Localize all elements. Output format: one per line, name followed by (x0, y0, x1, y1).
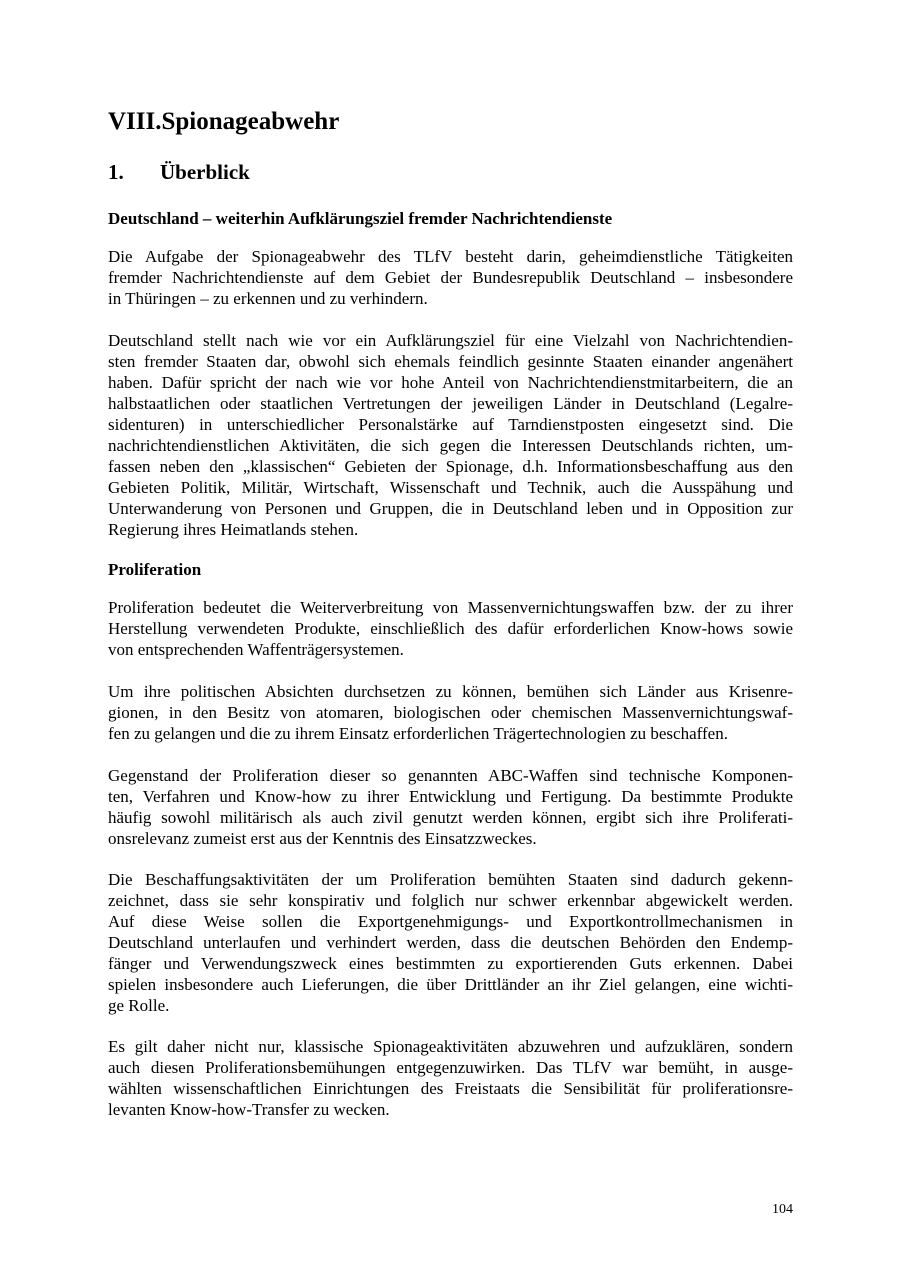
paragraph-line: halbstaatlichen oder staatlichen Vertretungen der jeweiligen Länder in Deutschland (Legalre- (108, 394, 793, 413)
paragraph (108, 681, 793, 744)
section-title (108, 158, 250, 186)
paragraph-line: nachrichtendienstlichen Aktivitäten, die sich gegen die Interessen Deutschlands richten, um- (108, 436, 793, 455)
paragraph-line: ge Rolle. (108, 996, 170, 1015)
paragraph-line: onsrelevanz zumeist erst aus der Kenntnis des Einsatzzweckes. (108, 829, 537, 848)
section-title-text: Überblick (160, 160, 250, 184)
paragraph-line: Auf diese Weise sollen die Exportgenehmigungs- und Exportkontrollmechanismen in (108, 912, 793, 931)
paragraph-line: Die Aufgabe der Spionageabwehr des TLfV besteht darin, geheimdienstliche Tätigkeiten (108, 247, 793, 266)
chapter-number: VIII. (108, 108, 162, 135)
chapter-title (108, 106, 339, 138)
page-number: 104 (772, 1202, 793, 1217)
paragraph-line: spielen insbesondere auch Lieferungen, die über Drittländer an ihr Ziel gelangen, eine wichti- (108, 975, 793, 994)
paragraph-line: wählten wissenschaftlichen Einrichtungen des Freistaats die Sensibilität für proliferationsre- (108, 1079, 793, 1098)
subheading-proliferation: Proliferation (108, 560, 202, 579)
paragraph-line: haben. Dafür spricht der nach wie vor hohe Anteil von Nachrichtendienstmitarbeitern, die an (108, 373, 793, 392)
paragraph-line: ten, Verfahren und Know-how zu ihrer Entwicklung und Fertigung. Da bestimmte Produkte (108, 787, 793, 806)
paragraph-line: sidenturen) in unterschiedlicher Personalstärke auf Tarndienstposten eingesetzt sind. Die (108, 415, 793, 434)
paragraph-line: fassen neben den „klassischen“ Gebieten der Spionage, d.h. Informationsbeschaffung aus den (108, 457, 793, 476)
paragraph-line: von entsprechenden Waffenträgersystemen. (108, 640, 404, 659)
paragraph-line: sten fremder Staaten dar, obwohl sich ehemals feindlich gesinnte Staaten einander angenähert (108, 352, 793, 371)
paragraph-line: in Thüringen – zu erkennen und zu verhindern. (108, 289, 428, 308)
paragraph-line: Gegenstand der Proliferation dieser so genannten ABC-Waffen sind technische Komponen- (108, 766, 793, 785)
paragraph-line: Deutschland stellt nach wie vor ein Aufklärungsziel für eine Vielzahl von Nachrichtendien- (108, 331, 793, 350)
subheading-deutschland: Deutschland – weiterhin Aufklärungsziel fremder Nachrichtendienste (108, 209, 613, 228)
paragraph-line: Herstellung verwendeten Produkte, einschließlich des dafür erforderlichen Know-hows sowie (108, 619, 793, 638)
paragraph-line: Die Beschaffungsaktivitäten der um Proliferation bemühten Staaten sind dadurch gekenn- (108, 870, 793, 889)
paragraph-line: Regierung ihres Heimatlands stehen. (108, 520, 359, 539)
section-number: 1. (108, 160, 124, 184)
paragraph-line: zeichnet, dass sie sehr konspirativ und folglich nur schwer erkennbar abgewickelt werden. (108, 891, 793, 910)
paragraph-line: Deutschland unterlaufen und verhindert werden, dass die deutschen Behörden den Endemp- (108, 933, 793, 952)
paragraph-line: Gebieten Politik, Militär, Wirtschaft, Wissenschaft und Technik, auch die Ausspähung und (108, 478, 793, 497)
paragraph-line: Es gilt daher nicht nur, klassische Spionageaktivitäten abzuwehren und aufzuklären, sondern (108, 1037, 793, 1056)
paragraph-line: Proliferation bedeutet die Weiterverbreitung von Massenvernichtungswaffen bzw. der zu ihrer (108, 598, 793, 617)
paragraph-line: auch diesen Proliferationsbemühungen entgegenzuwirken. Das TLfV war bemüht, in ausge- (108, 1058, 793, 1077)
paragraph-line: fänger und Verwendungszweck eines bestimmten zu exportierenden Guts erkennen. Dabei (108, 954, 793, 973)
paragraph-line: gionen, in den Besitz von atomaren, biologischen oder chemischen Massenvernichtungswaf- (108, 703, 793, 722)
paragraph-line: Um ihre politischen Absichten durchsetzen zu können, bemühen sich Länder aus Krisenre- (108, 682, 793, 701)
paragraph (108, 869, 793, 1016)
chapter-title-text: Spionageabwehr (161, 108, 340, 135)
paragraph-line: Unterwanderung von Personen und Gruppen, die in Deutschland leben und in Opposition zur (108, 499, 793, 518)
paragraph (108, 597, 793, 660)
paragraph (108, 330, 793, 540)
paragraph-line: fen zu gelangen und die zu ihrem Einsatz erforderlichen Trägertechnologien zu beschaffen. (108, 724, 728, 743)
paragraph-line: levanten Know-how-Transfer zu wecken. (108, 1100, 390, 1119)
paragraph-line: fremder Nachrichtendienste auf dem Gebiet der Bundesrepublik Deutschland – insbesondere (108, 268, 793, 287)
paragraph (108, 1036, 793, 1120)
paragraph (108, 246, 793, 309)
paragraph-line: häufig sowohl militärisch als auch zivil genutzt werden können, ergibt sich ihre Proliferati- (108, 808, 793, 827)
paragraph (108, 765, 793, 849)
